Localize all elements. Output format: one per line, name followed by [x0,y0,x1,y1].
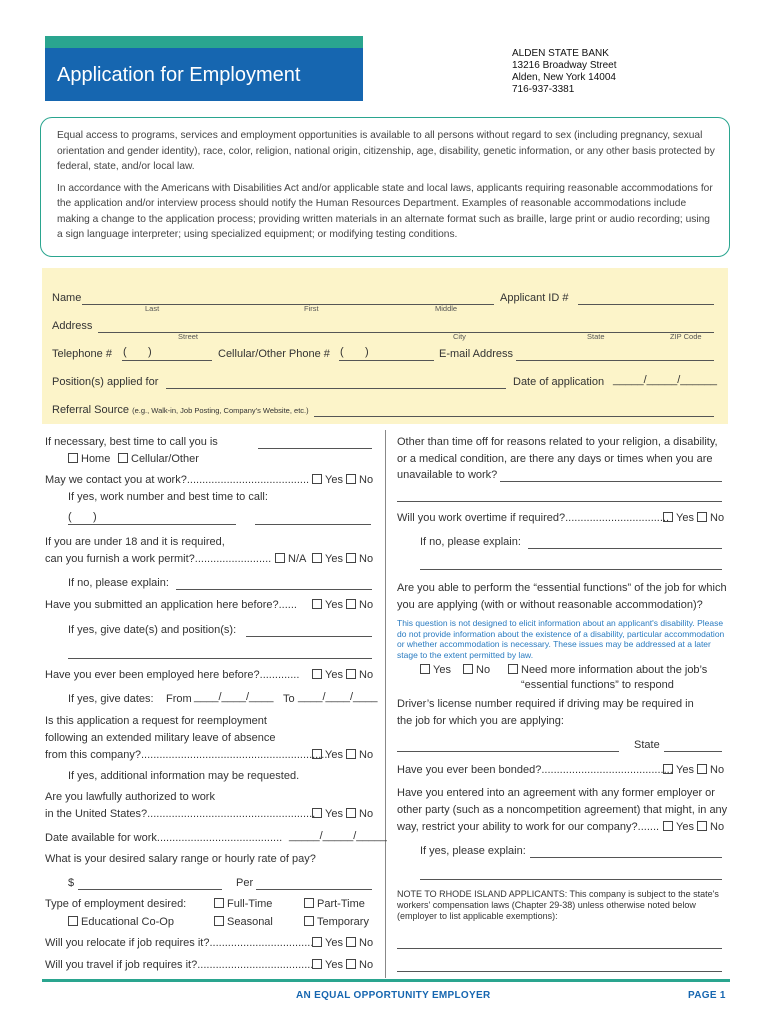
bank-contact-block [512,48,617,96]
cellular-option[interactable] [118,453,199,465]
relocate-no[interactable] [346,937,373,949]
yes-text: Yes [325,669,343,681]
permit-explain-label: If no, please explain: [68,577,169,589]
cellular-label: Cellular/Other Phone # [218,348,330,360]
timeoff-line2: or a medical condition, are there any days or times when you are [397,453,713,465]
dates-positions-field-2[interactable] [68,658,372,659]
authorized-text: in the United States? [45,808,148,820]
page-number: PAGE 1 [688,990,726,1001]
available-date-field[interactable]: _____/_____/_____ [289,830,387,842]
yes-text: Yes [325,749,343,761]
name-label: Name [52,292,82,304]
work-number-field[interactable] [68,524,236,525]
overtime-explain-label: If no, please explain: [420,536,521,548]
leader-dots: ...................................... [197,959,314,971]
authorized-no[interactable] [346,808,373,820]
checkbox[interactable] [346,808,356,818]
under18-line1: If you are under 18 and it is required, [45,536,225,548]
referral-source-text: Referral Source [52,404,130,416]
agreement-explain-field-2[interactable] [420,879,722,880]
checkbox[interactable] [312,474,322,484]
no-text: No [359,669,374,681]
checkbox[interactable] [275,553,285,563]
checkbox[interactable] [312,937,322,947]
essential-line1: Are you able to perform the “essential functions” of the job for which [397,582,727,594]
work-area-code: ( ) [68,511,97,523]
checkbox[interactable] [463,664,473,674]
no-text: No [359,599,374,611]
may-contact-no[interactable] [346,474,373,486]
agreement-explain-label: If yes, please explain: [420,845,526,857]
checkbox[interactable] [214,916,224,926]
give-dates-label: If yes, give dates: [68,693,154,705]
title-accent-bar [45,36,363,48]
essential-need-more[interactable] [508,664,707,676]
educational-text: Educational Co-Op [81,916,174,928]
bank-name: ALDEN STATE BANK [512,48,609,59]
checkbox[interactable] [346,937,356,947]
name-field[interactable] [82,304,494,305]
agreement-line3 [397,821,659,833]
checkbox[interactable] [697,764,707,774]
available-text: Date available for work [45,832,157,844]
employed-no[interactable] [346,669,373,681]
state-sublabel: State [587,332,605,341]
middle-sublabel: Middle [435,304,458,313]
yes-text: Yes [325,474,343,486]
reemploy-line1: Is this application a request for reemployment [45,715,267,727]
no-text: No [359,937,374,949]
educational-option[interactable] [68,916,174,928]
footer-rule [42,979,730,982]
agreement-line1: Have you entered into an agreement with any former employer or [397,787,715,799]
bank-phone: 716-937-3381 [512,84,575,95]
may-contact-question [45,474,309,486]
checkbox[interactable] [312,599,322,609]
referral-label [52,404,309,416]
reemploy-line3 [45,749,327,761]
additional-info-note: If yes, additional information may be requested. [68,770,300,782]
cellular-field[interactable] [339,360,434,361]
yes-text: Yes [433,664,451,676]
date-of-application-label: Date of application [513,376,605,388]
dollar-sign: $ [68,877,75,889]
position-field[interactable] [166,388,506,389]
checkbox[interactable] [304,898,314,908]
referral-field[interactable] [314,416,714,417]
ada-disclaimer: This question is not designed to elicit information about an applicant's disability. Please do not provide information about the existence of a disability, particular accommodation or whether accommodation is necessary. These issues may be addressed at a later stage to the extent permitted by law. [397,618,725,660]
employed-question [45,669,299,681]
checkbox[interactable] [346,474,356,484]
from-label: From [166,693,192,705]
per-field[interactable] [256,889,372,890]
email-label: E-mail Address [439,348,513,360]
ada-paragraph: In accordance with the Americans with Disabilities Act and/or applicable state and local laws, applicants requiring reasonable accommodations for the application and/or interview process should notify the Human Resources Department. Examples of reasonable accommodations include making a change to the application process; providing written materials in an alternate format such as braille, large print or audio recording; using a sign language interpreter; using specialized equipment; or modifying testing conditions. [57,182,713,240]
dates-positions-label: If yes, give date(s) and position(s): [68,624,237,636]
no-text: No [710,764,725,776]
referral-note: (e.g., Walk-in, Job Posting, Company's Website, etc.) [132,406,309,415]
exemptions-field[interactable] [397,948,722,949]
checkbox[interactable] [68,916,78,926]
authorized-line1: Are you lawfully authorized to work [45,791,215,803]
bonded-no[interactable] [697,764,724,776]
timeoff-field[interactable] [500,481,722,482]
applicant-id-field[interactable] [578,304,714,305]
overtime-text: Will you work overtime if required? [397,512,566,524]
yes-text: Yes [325,599,343,611]
may-contact-text: May we contact you at work? [45,474,187,486]
telephone-area-code: ( ) [123,346,152,358]
full-time-option[interactable] [214,898,272,910]
yes-text: Yes [676,821,694,833]
best-time-field[interactable] [258,448,372,449]
submitted-no[interactable] [346,599,373,611]
yes-text: Yes [325,553,343,565]
license-number-field[interactable] [397,751,619,752]
timeoff-line3: unavailable to work? [397,469,498,481]
essential-line2: you are applying (with or without reasonable accommodation)? [397,599,703,611]
employed-yes[interactable] [312,669,343,681]
checkbox[interactable] [346,749,356,759]
title-banner [45,48,363,101]
checkbox[interactable] [697,512,707,522]
permit-no[interactable] [346,553,373,565]
agreement-text: way, restrict your ability to work for our company? [397,821,638,833]
reemploy-text: from this company? [45,749,141,761]
no-text: No [710,512,725,524]
checkbox[interactable] [312,959,322,969]
bonded-text: Have you ever been bonded? [397,764,542,776]
eoe-footer: AN EQUAL OPPORTUNITY EMPLOYER [296,990,491,1001]
bonded-question [397,764,673,776]
no-text: No [476,664,491,676]
submitted-question [45,599,297,611]
overtime-question [397,512,669,524]
travel-question [45,959,313,971]
yes-text: Yes [325,959,343,971]
travel-no[interactable] [346,959,373,971]
under18-text: can you furnish a work permit? [45,553,195,565]
city-sublabel: City [453,332,466,341]
leader-dots: ......................... [194,553,272,565]
seasonal-option[interactable] [214,916,273,928]
best-time-label: If necessary, best time to call you is [45,436,218,448]
zip-sublabel: ZIP Code [670,332,702,341]
leader-dots: ....................................................... [147,808,316,820]
position-label: Position(s) applied for [52,376,159,388]
page-title: Application for Employment [57,64,301,86]
submitted-yes[interactable] [312,599,343,611]
need-more-line2: “essential functions” to respond [521,679,674,691]
submitted-text: Have you submitted an application here before? [45,599,279,611]
may-contact-yes[interactable] [312,474,343,486]
telephone-label: Telephone # [52,348,112,360]
travel-text: Will you travel if job requires it? [45,959,198,971]
leader-dots: ......................................... [156,832,283,844]
no-text: No [359,749,374,761]
salary-question: What is your desired salary range or hourly rate of pay? [45,853,316,865]
no-text: No [359,808,374,820]
from-date-field[interactable]: ____/____/____ [194,691,274,703]
leader-dots: ............................................................. [140,749,328,761]
yes-text: Yes [676,764,694,776]
reemploy-line2: following an extended military leave of absence [45,732,276,744]
eeo-paragraph: Equal access to programs, services and employment opportunities is available to all persons without regard to sex (including pregnancy, sexual orientation and gender identity), race, color, religion, national origin, citizenship, age, disability, genetic information, or any other basis protected by federal, state, and/or local law. [57,130,715,172]
checkbox[interactable] [663,512,673,522]
date-of-application-field[interactable]: _____/_____/______ [613,374,717,386]
checkbox[interactable] [420,664,430,674]
no-text: No [359,474,374,486]
per-label: Per [236,877,254,889]
license-state-field[interactable] [664,751,722,752]
home-checkbox[interactable] [68,453,78,463]
leader-dots: ........................................... [541,764,673,776]
yes-text: Yes [325,808,343,820]
permit-yes[interactable] [312,553,343,565]
checkbox[interactable] [304,916,314,926]
street-sublabel: Street [178,332,199,341]
permit-explain-field[interactable] [176,589,372,590]
checkbox[interactable] [312,669,322,679]
eeo-statement-box [40,117,730,257]
checkbox[interactable] [214,898,224,908]
relocate-question [45,937,313,949]
license-line2: the job for which you are applying: [397,715,564,727]
dates-positions-field[interactable] [246,636,372,637]
cellular-area-code: ( ) [340,346,369,358]
checkbox[interactable] [346,669,356,679]
relocate-yes[interactable] [312,937,343,949]
overtime-explain-field[interactable] [528,548,722,549]
leader-dots: ....... [637,821,660,833]
employed-text: Have you ever been employed here before? [45,669,260,681]
leader-dots: ........................................ [186,474,310,486]
bank-address-line1: 13216 Broadway Street [512,60,617,71]
under18-line2 [45,553,271,565]
personal-info-section [42,268,728,424]
agreement-yes[interactable] [663,821,694,833]
checkbox[interactable] [346,553,356,563]
temporary-text: Temporary [317,916,369,928]
reemploy-no[interactable] [346,749,373,761]
permit-na[interactable] [275,553,306,565]
first-sublabel: First [304,304,319,313]
no-text: No [359,959,374,971]
checkbox[interactable] [312,749,322,759]
cellular-checkbox[interactable] [118,453,128,463]
na-text: N/A [288,553,307,565]
checkbox[interactable] [312,553,322,563]
last-sublabel: Last [145,304,160,313]
seasonal-text: Seasonal [227,916,273,928]
home-option[interactable] [68,453,110,465]
bank-address-line2: Alden, New York 14004 [512,72,616,83]
travel-yes[interactable] [312,959,343,971]
applicant-id-label: Applicant ID # [500,292,569,304]
checkbox[interactable] [312,808,322,818]
employment-type-label: Type of employment desired: [45,898,187,910]
yes-text: Yes [325,937,343,949]
column-divider [385,430,386,978]
overtime-explain-field-2[interactable] [420,569,722,570]
leader-dots: ...... [278,599,297,611]
leader-dots: .................................. [209,937,314,949]
agreement-no[interactable] [697,821,724,833]
checkbox[interactable] [663,764,673,774]
checkbox[interactable] [697,821,707,831]
timeoff-field-2[interactable] [397,501,722,502]
work-time-field[interactable] [255,524,371,525]
work-number-label: If yes, work number and best time to call: [68,491,268,503]
available-label [45,832,282,844]
authorized-yes[interactable] [312,808,343,820]
to-label: To [283,693,295,705]
salary-field[interactable] [78,889,222,890]
essential-no[interactable] [463,664,490,676]
yes-text: Yes [676,512,694,524]
part-time-text: Part-Time [317,898,365,910]
license-state-label: State [634,739,660,751]
to-date-field[interactable]: ____/____/____ [298,691,378,703]
agreement-explain-field[interactable] [530,857,722,858]
authorized-line2 [45,808,315,820]
timeoff-line1: Other than time off for reasons related to your religion, a disability, [397,436,718,448]
checkbox[interactable] [346,599,356,609]
overtime-no[interactable] [697,512,724,524]
leader-dots: ............. [259,669,300,681]
bonded-yes[interactable] [663,764,694,776]
checkbox[interactable] [346,959,356,969]
license-line1: Driver’s license number required if driving may be required in [397,698,694,710]
email-field[interactable] [516,360,714,361]
rhode-island-note: NOTE TO RHODE ISLAND APPLICANTS: This company is subject to the state's workers' compensation laws (Chapter 29-38) unless otherwise noted below (employer to list applicable exemptions): [397,889,719,921]
leader-dots: .................................. [565,512,670,524]
exemptions-field-2[interactable] [397,971,722,972]
overtime-yes[interactable] [663,512,694,524]
full-time-text: Full-Time [227,898,273,910]
home-text: Home [81,453,111,465]
checkbox[interactable] [508,664,518,674]
telephone-field[interactable] [122,360,212,361]
need-more-text: Need more information about the job’s [521,664,708,676]
part-time-option[interactable] [304,898,365,910]
no-text: No [359,553,374,565]
address-label: Address [52,320,93,332]
reemploy-yes[interactable] [312,749,343,761]
cellular-text: Cellular/Other [131,453,199,465]
relocate-text: Will you relocate if job requires it? [45,937,210,949]
agreement-line2: other party (such as a noncompetition agreement) that might, in any [397,804,728,816]
temporary-option[interactable] [304,916,369,928]
essential-yes[interactable] [420,664,451,676]
no-text: No [710,821,725,833]
checkbox[interactable] [663,821,673,831]
